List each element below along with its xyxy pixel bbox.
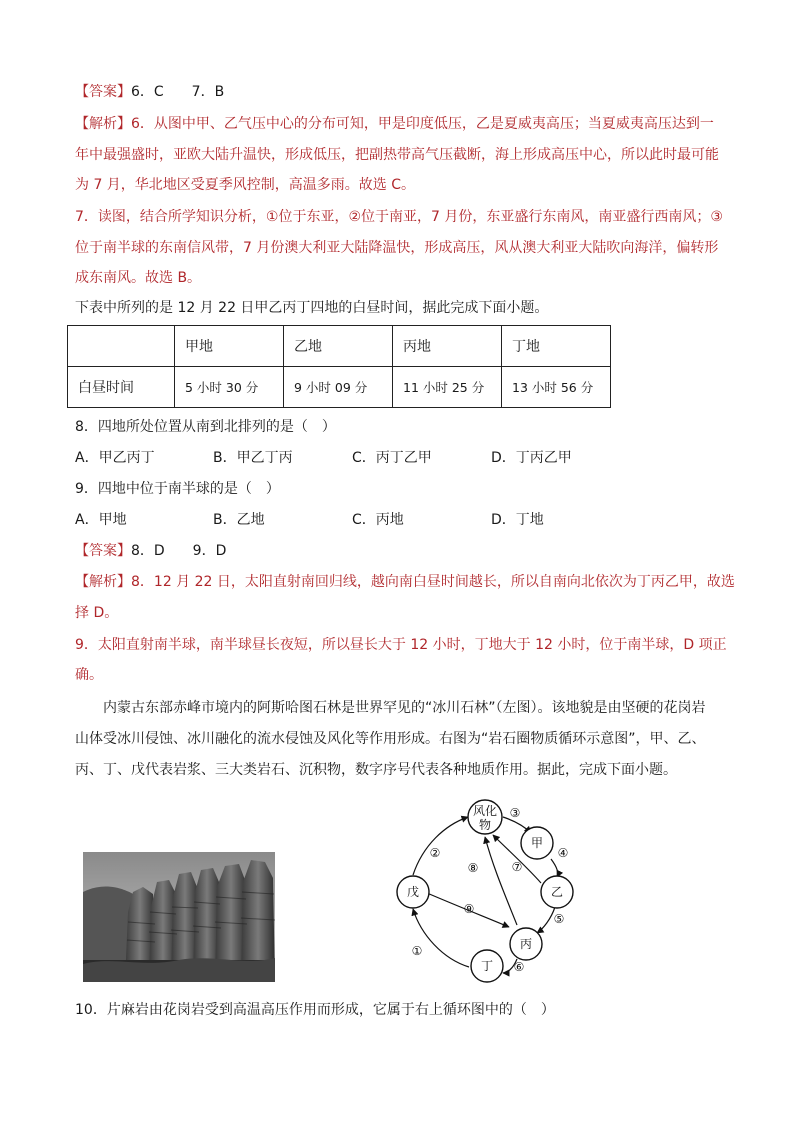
process-label: ⑤ bbox=[553, 912, 565, 926]
table-cell: 11 小时 25 分 bbox=[393, 367, 502, 408]
q8-option-a[interactable]: A．甲乙丙丁 bbox=[75, 450, 155, 466]
q8-option-d[interactable]: D．丁丙乙甲 bbox=[491, 450, 572, 466]
answer-text: 8．D 9．D bbox=[131, 543, 227, 559]
process-label: ① bbox=[411, 944, 423, 958]
question-8-stem: 8．四地所处位置从南到北排列的是（ ） bbox=[75, 419, 336, 435]
stone-forest-photo bbox=[83, 852, 275, 982]
analysis-line: 择 D。 bbox=[75, 605, 119, 621]
question-9-stem: 9．四地中位于南半球的是（ ） bbox=[75, 481, 280, 497]
node-label-bing: 丙 bbox=[519, 937, 533, 951]
analysis-line bbox=[75, 114, 714, 134]
table-header-cell: 丁地 bbox=[502, 326, 611, 367]
q9-option-b[interactable]: B．乙地 bbox=[213, 512, 265, 528]
process-label: ② bbox=[429, 846, 441, 860]
table-row bbox=[68, 367, 611, 408]
table-cell: 13 小时 56 分 bbox=[502, 367, 611, 408]
q8-option-b[interactable]: B．甲乙丁丙 bbox=[213, 450, 293, 466]
process-label: ③ bbox=[509, 806, 521, 820]
table-cell: 5 小时 30 分 bbox=[175, 367, 284, 408]
table-header-cell: 甲地 bbox=[175, 326, 284, 367]
answer-tag: 【答案】 bbox=[75, 84, 131, 100]
process-label: ⑥ bbox=[513, 960, 525, 974]
analysis-text: 6．从图中甲、乙气压中心的分布可知，甲是印度低压，乙是夏威夷高压；当夏威夷高压达到一 bbox=[131, 116, 714, 132]
question-10-stem: 10．片麻岩由花岗岩受到高温高压作用而形成，它属于右上循环图中的（ ） bbox=[75, 1002, 555, 1018]
answer-text: 6．C 7．B bbox=[131, 84, 225, 100]
process-label: ⑧ bbox=[467, 861, 479, 875]
q9-option-c[interactable]: C．丙地 bbox=[352, 512, 404, 528]
node-label-top-1: 风化 bbox=[472, 804, 498, 818]
analysis-line: 位于南半球的东南信风带，7 月份澳大利亚大陆降温快，形成高压，风从澳大利亚大陆吹向海洋，偏转形 bbox=[75, 240, 719, 256]
node-label-wu: 戊 bbox=[406, 885, 420, 899]
process-label: ⑨ bbox=[463, 902, 475, 916]
q9-option-a[interactable]: A．甲地 bbox=[75, 512, 127, 528]
rock-intro-line: 内蒙古东部赤峰市境内的阿斯哈图石林是世界罕见的“冰川石林”（左图）。该地貌是由坚硬的花岗岩 bbox=[103, 700, 706, 716]
analysis-line: 成东南风。故选 B。 bbox=[75, 270, 202, 286]
analysis-line: 确。 bbox=[75, 667, 103, 683]
q8-option-c[interactable]: C．丙丁乙甲 bbox=[352, 450, 432, 466]
answer-line-1 bbox=[75, 82, 224, 102]
daylight-table bbox=[67, 325, 611, 408]
q9-option-d[interactable]: D．丁地 bbox=[491, 512, 544, 528]
answer-tag: 【答案】 bbox=[75, 543, 131, 559]
node-label-ding: 丁 bbox=[480, 959, 494, 973]
analysis-line: 为 7 月，华北地区受夏季风控制，高温多雨。故选 C。 bbox=[75, 177, 416, 193]
process-label: ④ bbox=[557, 846, 569, 860]
node-label-jia: 甲 bbox=[530, 836, 544, 850]
node-label-yi: 乙 bbox=[550, 885, 564, 899]
analysis-line: 7．读图，结合所学知识分析，①位于东亚，②位于南亚，7 月份，东亚盛行东南风，南亚盛行西南风；③ bbox=[75, 209, 723, 225]
table-intro: 下表中所列的是 12 月 22 日甲乙丙丁四地的白昼时间，据此完成下面小题。 bbox=[75, 300, 549, 316]
table-header-cell: 丙地 bbox=[393, 326, 502, 367]
table-header-cell bbox=[68, 326, 175, 367]
analysis-tag: 【解析】 bbox=[75, 574, 131, 590]
answer-line-2 bbox=[75, 541, 226, 561]
node-label-top-2: 物 bbox=[478, 818, 492, 832]
analysis-line: 9．太阳直射南半球，南半球昼长夜短，所以昼长大于 12 小时，丁地大于 12 小时，位于南半球，D 项正 bbox=[75, 637, 727, 653]
rock-cycle-diagram bbox=[385, 795, 585, 985]
table-header-row bbox=[68, 326, 611, 367]
analysis-line: 年中最强盛时，亚欧大陆升温快，形成低压，把副热带高气压截断，海上形成高压中心，所以此时最可能 bbox=[75, 147, 719, 163]
analysis-tag: 【解析】 bbox=[75, 116, 131, 132]
table-row-label: 白昼时间 bbox=[68, 367, 175, 408]
rock-intro-line: 丙、丁、戊代表岩浆、三大类岩石、沉积物，数字序号代表各种地质作用。据此，完成下面小题。 bbox=[75, 762, 677, 778]
table-header-cell: 乙地 bbox=[284, 326, 393, 367]
analysis-line bbox=[75, 572, 735, 592]
rock-intro-line: 山体受冰川侵蚀、冰川融化的流水侵蚀及风化等作用形成。右图为“岩石圈物质循环示意图”，甲、乙、 bbox=[75, 731, 706, 747]
table-cell: 9 小时 09 分 bbox=[284, 367, 393, 408]
process-label: ⑦ bbox=[511, 860, 523, 874]
analysis-text: 8．12 月 22 日，太阳直射南回归线，越向南白昼时间越长，所以自南向北依次为丁丙乙甲，故选 bbox=[131, 574, 735, 590]
